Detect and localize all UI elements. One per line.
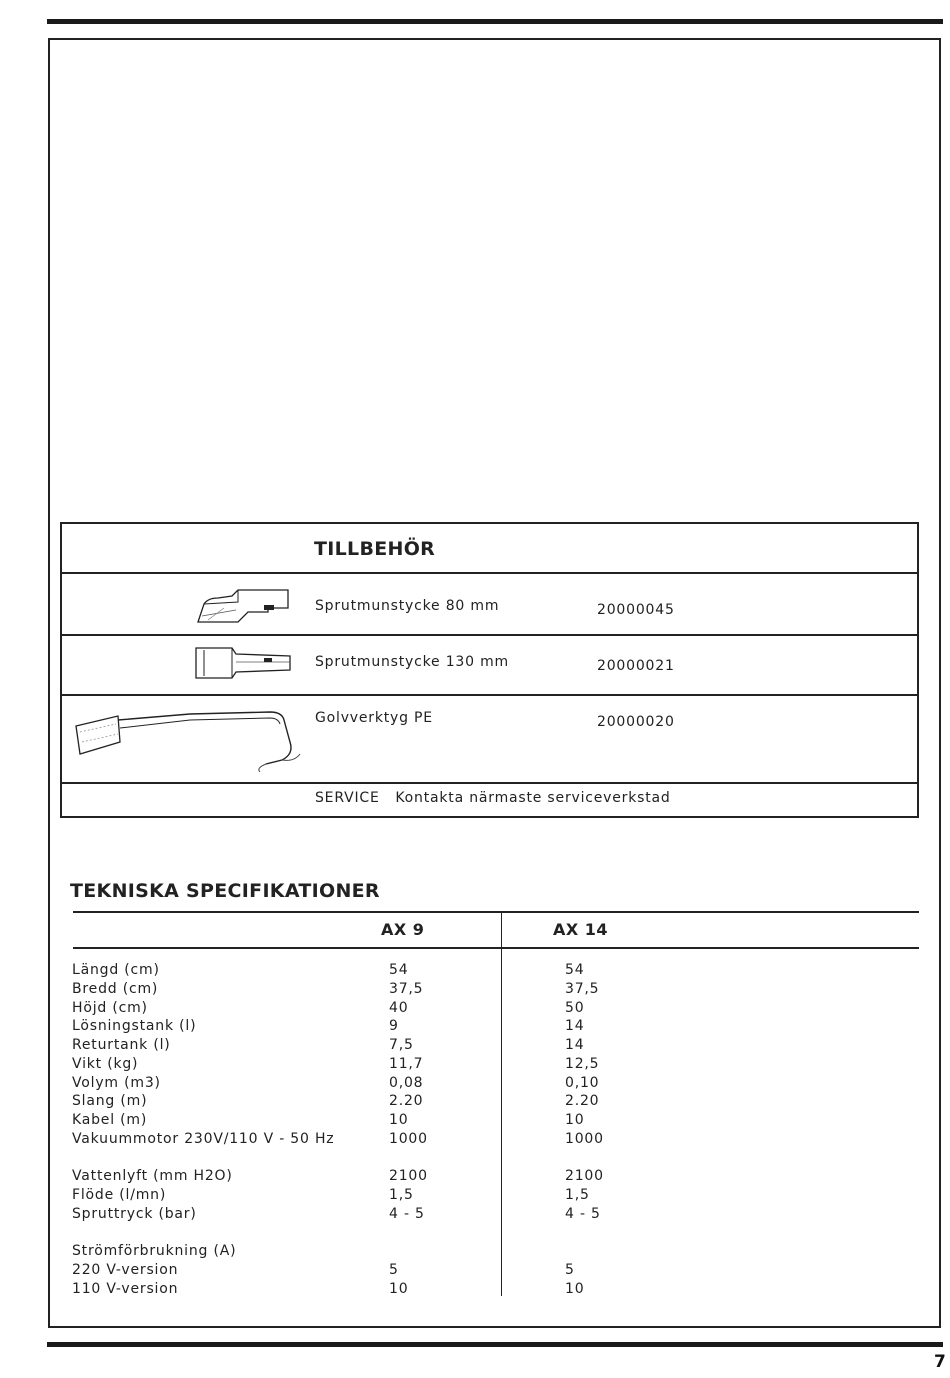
accessories-box — [60, 522, 919, 818]
spec-label: Vattenlyft (mm H2O) — [72, 1168, 233, 1185]
spec-value-ax9: 11,7 — [389, 1055, 424, 1072]
accessories-title: TILLBEHÖR — [314, 538, 436, 560]
spec-label: 110 V-version — [72, 1280, 179, 1297]
spec-value-ax9: 37,5 — [389, 980, 424, 997]
spec-value-ax14: 10 — [565, 1280, 585, 1297]
specs-title: TEKNISKA SPECIFIKATIONER — [70, 880, 380, 902]
spec-value-ax14: 2100 — [565, 1168, 604, 1185]
divider — [62, 572, 917, 574]
column-header-ax14: AX 14 — [553, 920, 609, 939]
spec-value-ax9: 1,5 — [389, 1187, 414, 1203]
spec-value-ax14: 54 — [565, 962, 585, 978]
spec-value-ax14: 14 — [565, 1018, 585, 1035]
spec-label: Vikt (kg) — [72, 1055, 139, 1072]
accessory-name: Sprutmunstycke 80 mm — [315, 598, 500, 614]
spec-label: 220 V-version — [72, 1262, 179, 1278]
service-note — [315, 790, 671, 806]
spec-value-ax14: 0,10 — [565, 1074, 600, 1091]
spec-value-ax9: 1000 — [389, 1130, 428, 1147]
accessory-code: 20000045 — [597, 602, 675, 618]
top-rule — [47, 19, 943, 24]
spec-value-ax14: 5 — [565, 1262, 575, 1278]
spec-value-ax14: 37,5 — [565, 980, 600, 997]
divider — [62, 634, 917, 636]
service-text: Kontakta närmaste serviceverkstad — [395, 790, 671, 806]
spec-value-ax9: 5 — [389, 1262, 399, 1278]
spray-nozzle-130-icon — [192, 644, 294, 682]
spec-value-ax9: 2.20 — [389, 1093, 424, 1110]
accessory-code: 20000021 — [597, 658, 675, 674]
spec-value-ax9: 7,5 — [389, 1037, 414, 1053]
spec-value-ax14: 50 — [565, 999, 585, 1016]
floor-tool-icon — [70, 702, 302, 772]
page-number: 7 — [934, 1352, 946, 1372]
spec-label: Slang (m) — [72, 1093, 148, 1110]
spec-value-ax9: 0,08 — [389, 1074, 424, 1091]
specs-top-rule — [73, 911, 919, 913]
specs-column-divider — [501, 912, 502, 1296]
column-header-ax9: AX 9 — [381, 920, 425, 939]
spec-label: Kabel (m) — [72, 1112, 148, 1128]
spec-value-ax14: 12,5 — [565, 1055, 600, 1072]
spec-value-ax14: 4 - 5 — [565, 1205, 601, 1222]
spec-value-ax9: 54 — [389, 962, 409, 978]
spec-label: Bredd (cm) — [72, 980, 159, 997]
spec-label: Höjd (cm) — [72, 999, 148, 1016]
spec-label: Volym (m3) — [72, 1074, 161, 1091]
divider — [62, 782, 917, 784]
spec-value-ax14: 2.20 — [565, 1093, 600, 1110]
spec-value-ax14: 1,5 — [565, 1187, 590, 1203]
spec-value-ax9: 2100 — [389, 1168, 428, 1185]
spec-value-ax14: 14 — [565, 1037, 585, 1053]
spec-value-ax9: 10 — [389, 1112, 409, 1128]
accessory-name: Sprutmunstycke 130 mm — [315, 654, 509, 670]
spec-label: Lösningstank (l) — [72, 1018, 197, 1035]
spec-value-ax9: 9 — [389, 1018, 399, 1035]
accessory-code: 20000020 — [597, 714, 675, 730]
specs-header-rule — [73, 947, 919, 949]
spec-label: Längd (cm) — [72, 962, 160, 978]
spec-value-ax9: 10 — [389, 1280, 409, 1297]
service-label: SERVICE — [315, 790, 380, 806]
accessory-name: Golvverktyg PE — [315, 710, 433, 726]
spec-value-ax9: 40 — [389, 999, 409, 1016]
spray-nozzle-80-icon — [194, 588, 294, 628]
divider — [62, 694, 917, 696]
spec-label: Flöde (l/mn) — [72, 1187, 167, 1203]
spec-label: Strömförbrukning (A) — [72, 1243, 237, 1260]
bottom-rule — [47, 1342, 943, 1347]
spec-value-ax14: 10 — [565, 1112, 585, 1128]
spec-value-ax9: 4 - 5 — [389, 1205, 425, 1222]
spec-label: Vakuummotor 230V/110 V - 50 Hz — [72, 1130, 335, 1147]
spec-label: Returtank (l) — [72, 1037, 171, 1053]
spec-value-ax14: 1000 — [565, 1130, 604, 1147]
spec-label: Spruttryck (bar) — [72, 1205, 197, 1222]
